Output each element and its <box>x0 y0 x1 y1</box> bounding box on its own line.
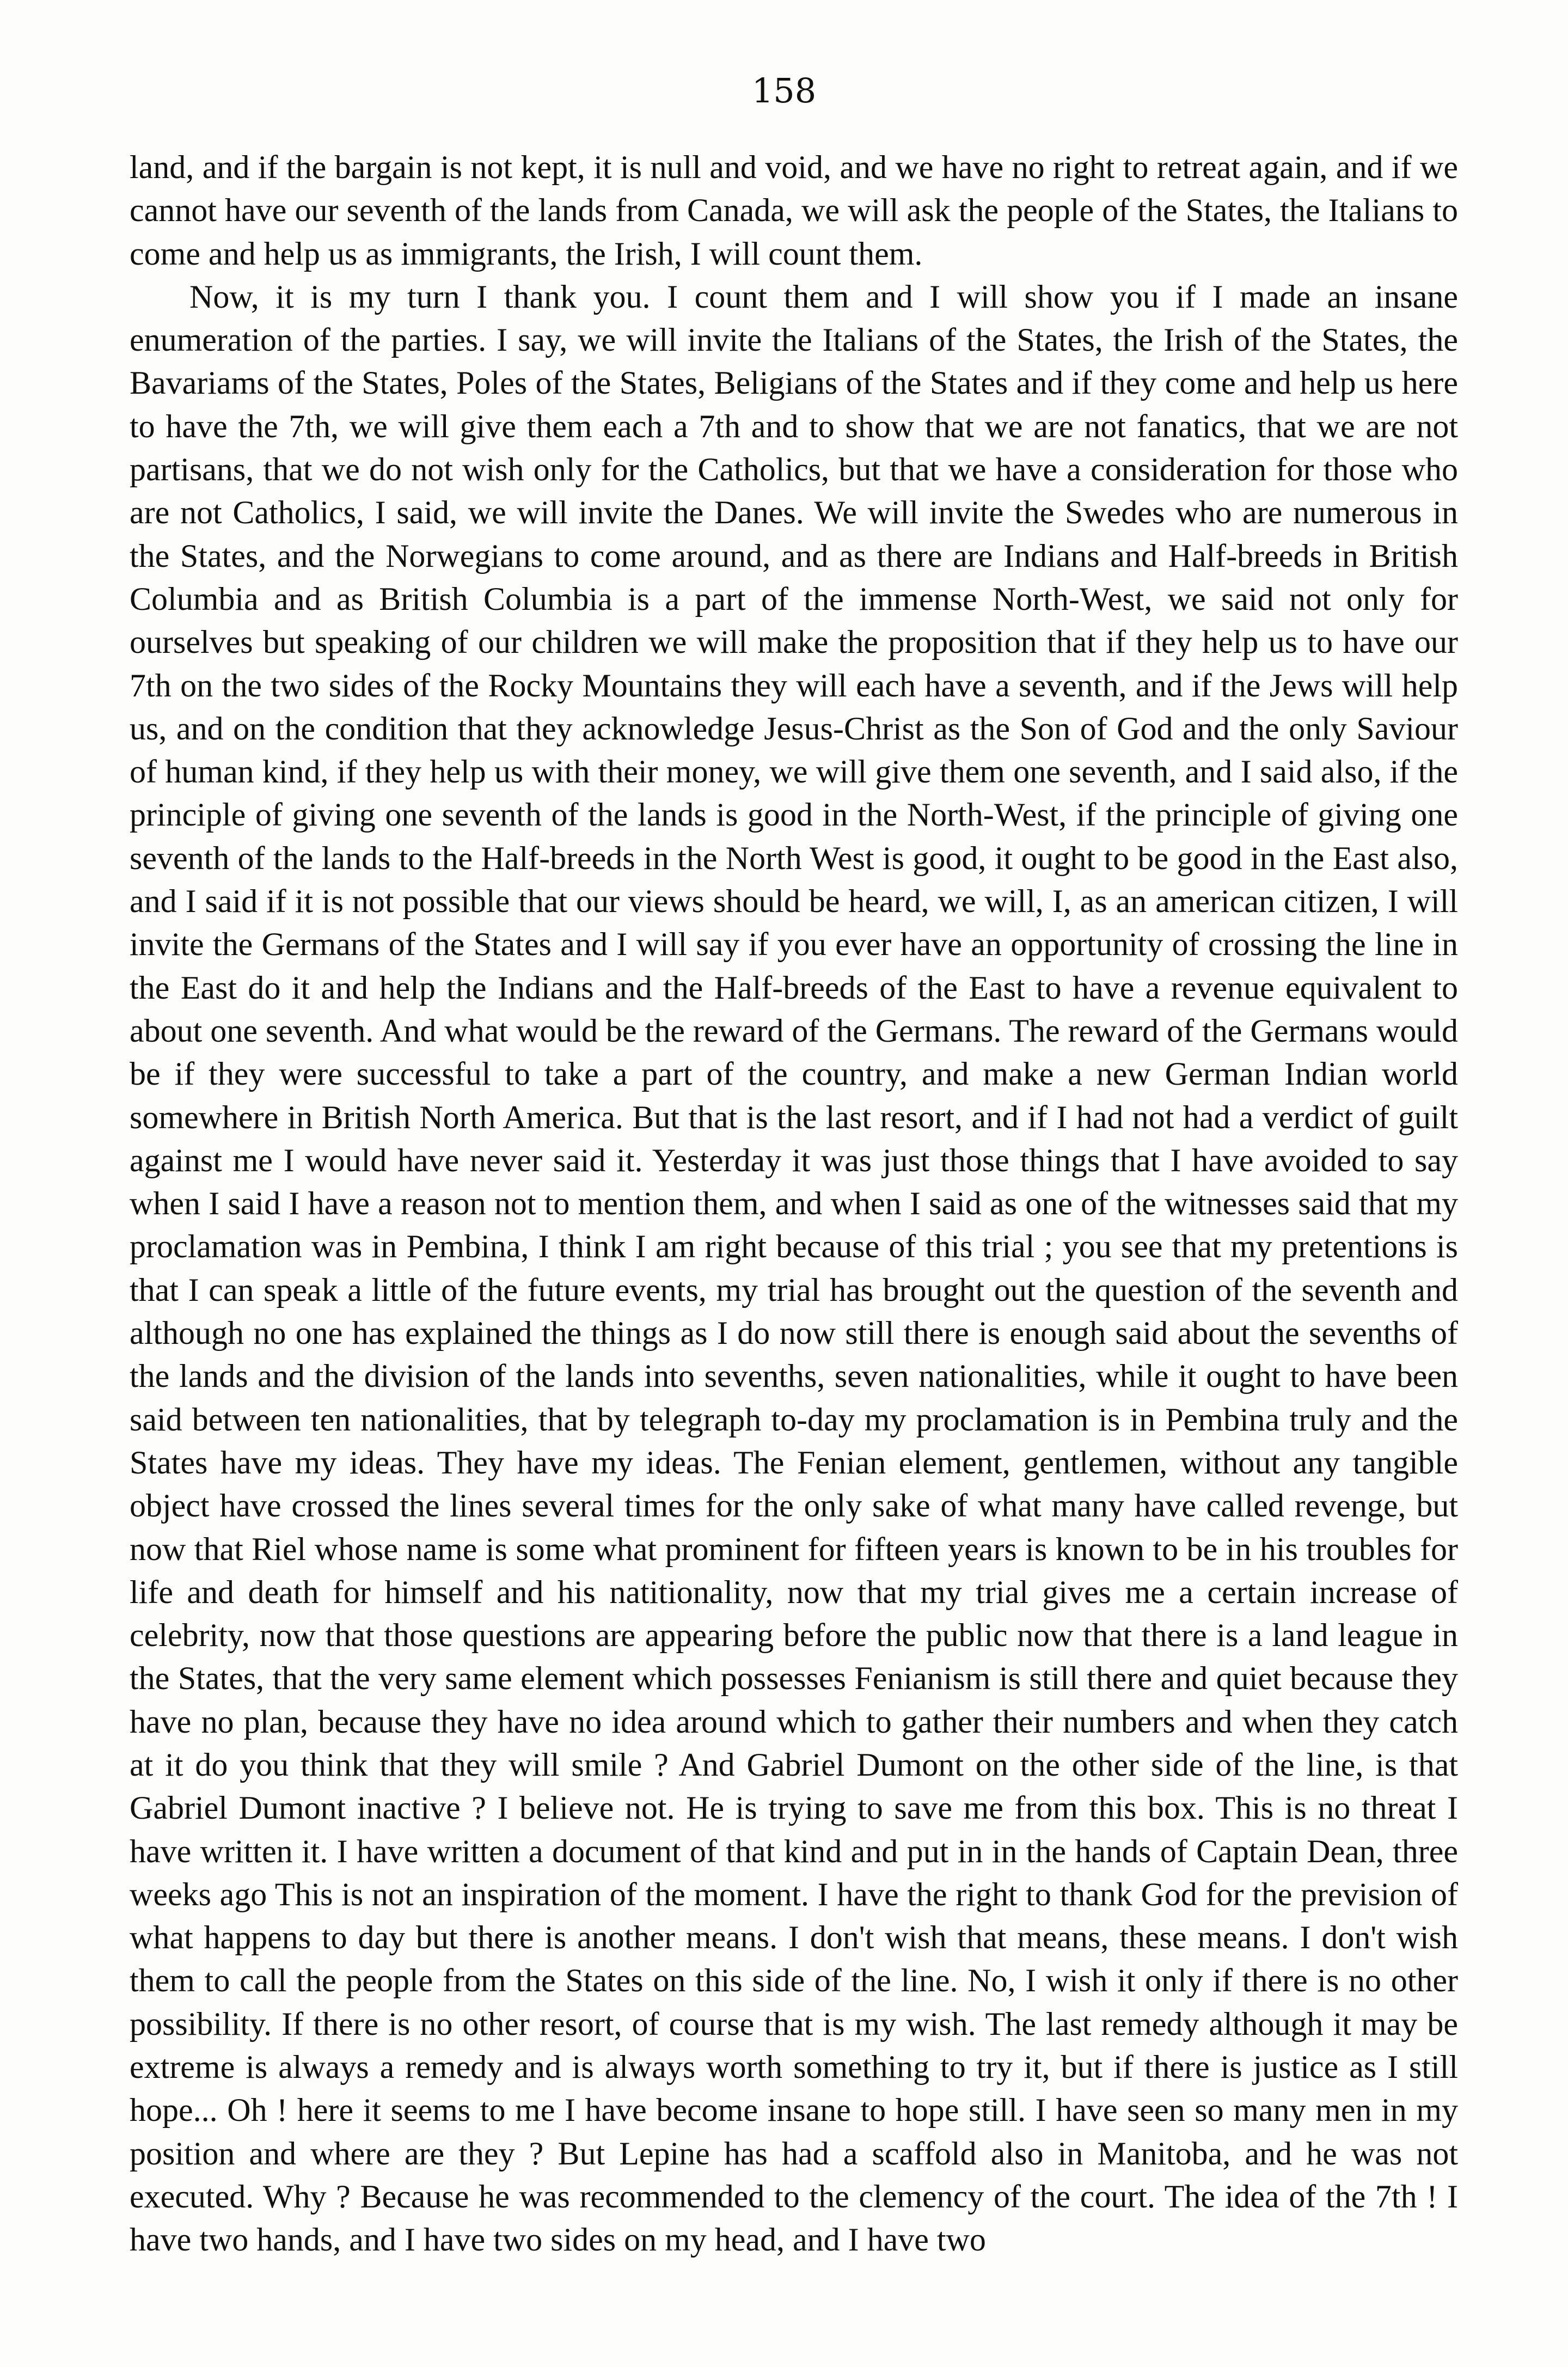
page-number: 158 <box>751 71 817 111</box>
paragraph-1: land, and if the bargain is not kept, it is null and void, and we have no right to retreat again, and if we cannot have our seventh of the lands from Canada, we will ask the people of the States, the Italians to come and help us as immigrants, the Irish, I will count them. <box>130 149 1458 272</box>
paragraph-2: Now, it is my turn I thank you. I count them and I will show you if I made an insane enumeration of the parties. I say, we will invite the Italians of the States, the Irish of the States, the Bavariams of the States, Poles of the States, Beligians of the States and if they come and help us here to have the 7th, we will give them each a 7th and to show that we are not fanatics, that we are not partisans, that we do not wish only for the Catholics, but that we have a consideration for those who are not Catholics, I said, we will invite the Danes. We will invite the Swedes who are numerous in the States, and the Norwegians to come around, and as there are Indians and Half-breeds in British Columbia and as British Columbia is a part of the immense North-West, we said not only for ourselves but speaking of our children we will make the proposition that if they help us to have our 7th on the two sides of the Rocky Mountains they will each have a seventh, and if the Jews will help us, and on the condition that they acknowledge Jesus-Christ as the Son of God and the only Saviour of human kind, if they help us with their money, we will give them one seventh, and I said also, if the principle of giving one seventh of the lands is good in the North-West, if the principle of giving one seventh of the lands to the Half-breeds in the North West is good, it ought to be good in the East also, and I said if it is not possible that our views should be heard, we will, I, as an american citizen, I will invite the Germans of the States and I will say if you ever have an opportunity of crossing the line in the East do it and help the Indians and the Half-breeds of the East to have a revenue equivalent to about one seventh. And what would be the reward of the Germans. The reward of the Germans would be if they were successful to take a part of the country, and make a new German Indian world somewhere in British North America. But that is the last resort, and if I had not had a verdict of guilt against me I would have never said it. Yesterday it was just those things that I have avoided to say when I said I have a reason not to mention them, and when I said as one of the witnesses said that my proclamation was in Pembina, I think I am right because of this trial ; you see that my pretentions is that I can speak a little of the future events, my trial has brought out the question of the seventh and although no one has explained the things as I do now still there is enough said about the sevenths of the lands and the division of the lands into sevenths, seven nationalities, while it ought to have been said between ten nationalities, that by telegraph to-day my proclamation is in Pembina truly and the States have my ideas. They have my ideas. The Fenian element, gentlemen, without any tangible object have crossed the lines several times for the only sake of what many have called revenge, but now that Riel whose name is some what prominent for fifteen years is known to be in his troubles for life and death for himself and his natitionality, now that my trial gives me a certain increase of celebrity, now that those questions are appearing before the public now that there is a land league in the States, that the very same element which possesses Fenianism is still there and quiet because they have no plan, because they have no idea around which to gather their numbers and when they catch at it do you think that they will smile ? And Gabriel Dumont on the other side of the line, is that Gabriel Dumont inactive ? I believe not. He is trying to save me from this box. This is no threat I have written it. I have written a document of that kind and put in in the hands of Captain Dean, three weeks ago This is not an inspiration of the moment. I have the right to thank God for the prevision of what happens to day but there is another means. I don't wish that means, these means. I don't wish them to call the people from the States on this side of the line. No, I wish it only if there is no other possibility. If there is no other resort, of course that is my wish. The last remedy although it may be extreme is always a remedy and is always worth something to try it, but if there is justice as I still hope... Oh ! here it seems to me I have become insane to hope still. I have seen so many men in my position and where are they ? But Lepine has had a scaffold also in Manitoba, and he was not executed. Why ? Because he was recommended to the clemency of the court. The idea of the 7th ! I have two hands, and I have two sides on my head, and I have two <box>130 278 1458 2258</box>
body-text <box>130 146 1458 2262</box>
